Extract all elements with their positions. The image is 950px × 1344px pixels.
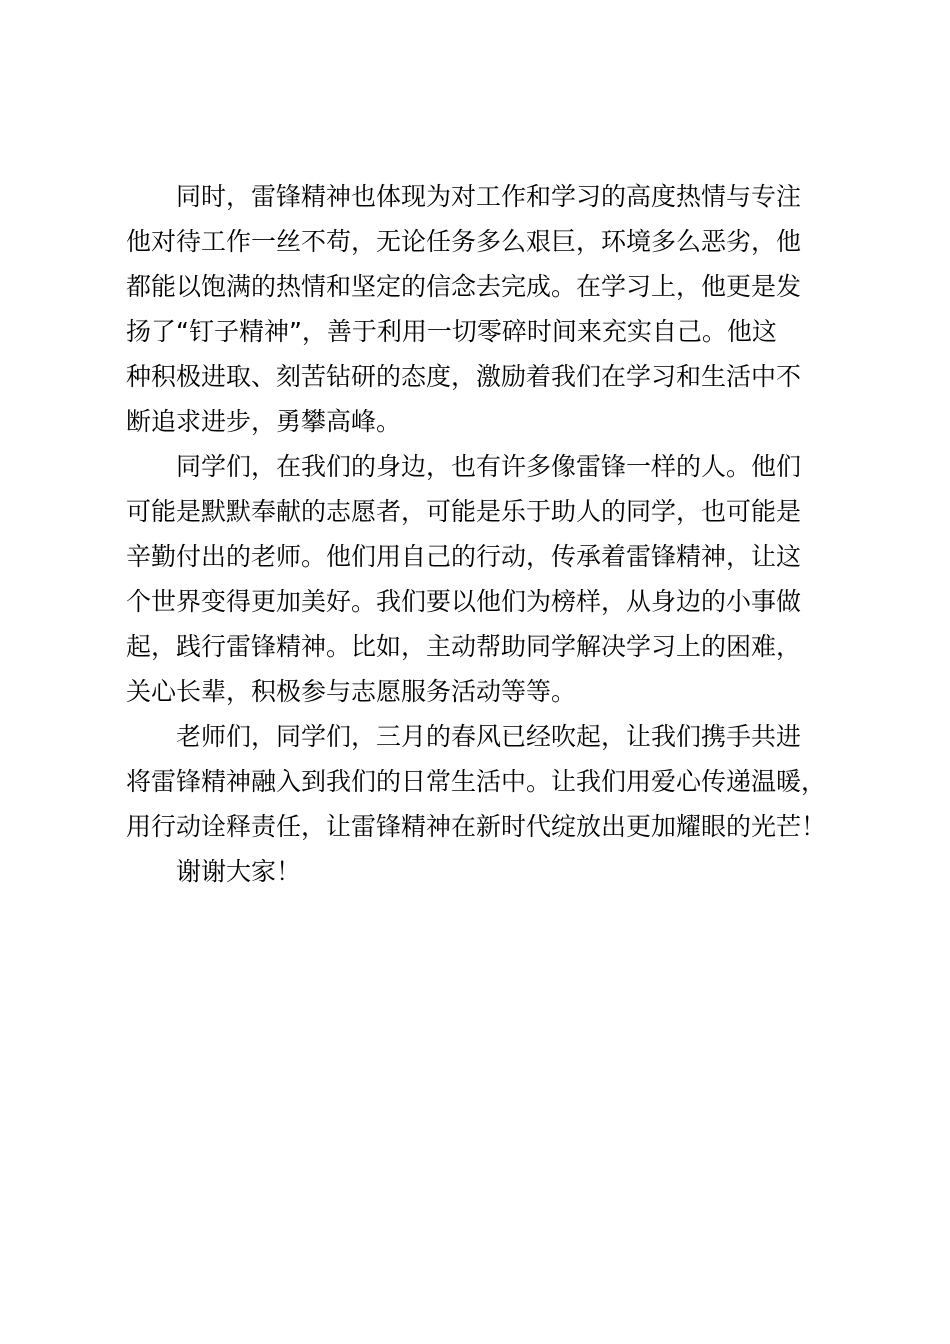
text-line: 可能是默默奉献的志愿者，可能是乐于助人的同学，也可能是 <box>126 497 802 526</box>
text-line: 用行动诠释责任，让雷锋精神在新时代绽放出更加耀眼的光芒！ <box>126 812 827 841</box>
text-line: 都能以饱满的热情和坚定的信念去完成。在学习上，他更是发 <box>126 272 802 301</box>
text-line: 谢谢大家！ <box>176 857 302 886</box>
text-line: 辛勤付出的老师。他们用自己的行动，传承着雷锋精神，让这 <box>126 542 802 571</box>
text-line: 他对待工作一丝不苟，无论任务多么艰巨，环境多么恶劣，他 <box>126 227 802 256</box>
text-line: 种积极进取、刻苦钻研的态度，激励着我们在学习和生活中不 <box>126 362 802 391</box>
body-text <box>126 174 836 894</box>
text-line: 扬了“钉子精神”，善于利用一切零碎时间来充实自己。他这 <box>126 317 777 346</box>
text-line: 将雷锋精神融入到我们的日常生活中。让我们用爱心传递温暖， <box>126 767 827 796</box>
text-line: 断追求进步，勇攀高峰。 <box>126 407 402 436</box>
text-line: 同学们，在我们的身边，也有许多像雷锋一样的人。他们 <box>176 452 802 481</box>
text-line: 同时，雷锋精神也体现为对工作和学习的高度热情与专注 <box>176 182 802 211</box>
text-line: 个世界变得更加美好。我们要以他们为榜样，从身边的小事做 <box>126 587 802 616</box>
text-line: 起，践行雷锋精神。比如，主动帮助同学解决学习上的困难， <box>126 632 802 661</box>
text-line: 关心长辈，积极参与志愿服务活动等等。 <box>126 677 577 706</box>
paragraph <box>126 174 836 444</box>
paragraph <box>126 849 836 894</box>
paragraph <box>126 714 836 849</box>
paragraph <box>126 444 836 714</box>
text-line: 老师们，同学们，三月的春风已经吹起，让我们携手共进 <box>176 722 802 751</box>
